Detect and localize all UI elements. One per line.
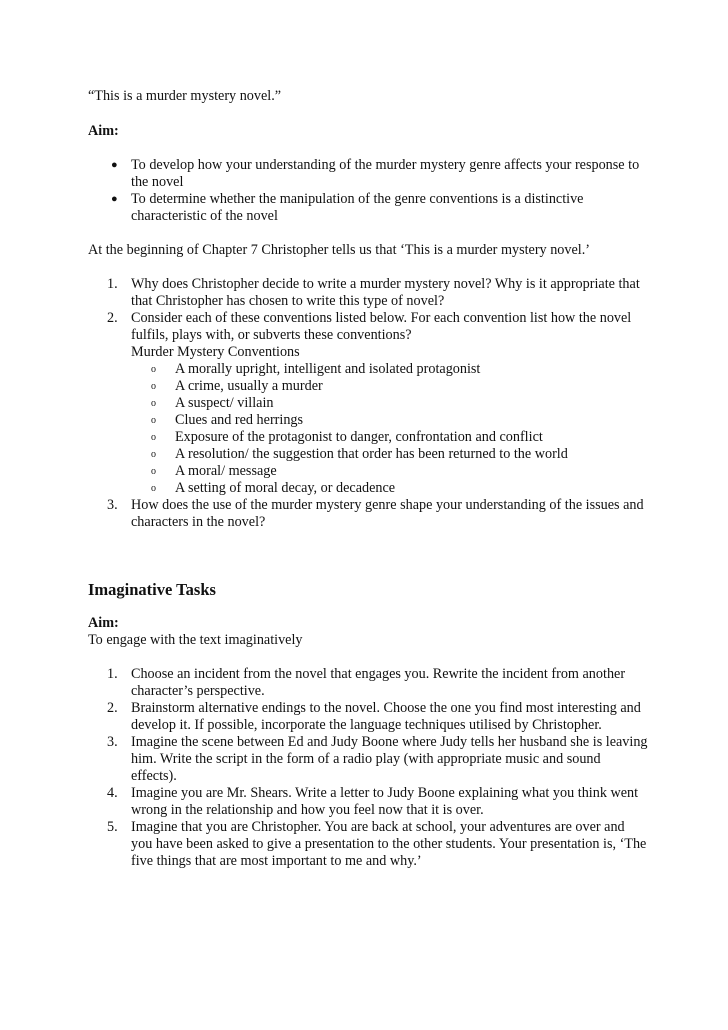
task-item	[88, 666, 648, 700]
imaginative-aim-text: To engage with the text imaginatively	[88, 632, 303, 648]
question-item	[88, 310, 648, 497]
aim-item	[88, 157, 648, 191]
task-number: 3.	[107, 734, 118, 750]
document-title: “This is a murder mystery novel.”	[88, 88, 282, 104]
conventions-label: Murder Mystery Conventions	[131, 344, 300, 360]
circle-bullet-icon: o	[151, 415, 156, 426]
question-text: Why does Christopher decide to write a murder mystery novel? Why is it appropriate that that Christopher has chosen to write this type of novel?	[131, 276, 640, 309]
circle-bullet-icon: o	[151, 381, 156, 392]
convention-text: A setting of moral decay, or decadence	[175, 480, 396, 496]
question-list	[88, 276, 648, 531]
convention-item	[131, 463, 648, 480]
task-text: Brainstorm alternative endings to the novel. Choose the one you find most interesting and develop it. If possible, incorporate the language techniques utilised by Christopher.	[131, 700, 641, 733]
task-number: 2.	[107, 700, 118, 716]
conventions-list	[131, 361, 648, 497]
question-item	[88, 276, 648, 310]
aim-list	[88, 157, 648, 225]
document-page	[88, 88, 648, 870]
task-text: Choose an incident from the novel that engages you. Rewrite the incident from another character’s perspective.	[131, 666, 626, 699]
convention-text: A suspect/ villain	[175, 395, 274, 411]
task-number: 1.	[107, 666, 118, 682]
bullet-icon: ●	[111, 193, 118, 205]
circle-bullet-icon: o	[151, 449, 156, 460]
intro-paragraph: At the beginning of Chapter 7 Christopher tells us that ‘This is a murder mystery novel.’	[88, 242, 590, 258]
question-number: 3.	[107, 497, 118, 513]
task-text: Imagine that you are Christopher. You are back at school, your adventures are over and you have been asked to give a presentation to the other students. Your presentation is, ‘The five things that are most important to me and why.’	[131, 819, 647, 869]
task-item	[88, 734, 648, 785]
aim-label: Aim:	[88, 123, 119, 139]
task-item	[88, 819, 648, 870]
convention-text: Exposure of the protagonist to danger, confrontation and conflict	[175, 429, 543, 445]
task-number: 5.	[107, 819, 118, 835]
circle-bullet-icon: o	[151, 466, 156, 477]
task-text: Imagine you are Mr. Shears. Write a letter to Judy Boone explaining what you think went wrong in the relationship and how you feel now that it is over.	[131, 785, 639, 818]
task-item	[88, 700, 648, 734]
convention-item	[131, 378, 648, 395]
convention-item	[131, 412, 648, 429]
question-item	[88, 497, 648, 531]
question-text: Consider each of these conventions listed below. For each convention list how the novel fulfils, plays with, or subverts these conventions?	[131, 310, 632, 343]
circle-bullet-icon: o	[151, 432, 156, 443]
convention-text: A moral/ message	[175, 463, 277, 479]
task-list	[88, 666, 648, 870]
aim-item	[88, 191, 648, 225]
section-heading: Imaginative Tasks	[88, 580, 216, 599]
convention-text: A morally upright, intelligent and isolated protagonist	[175, 361, 481, 377]
convention-item	[131, 361, 648, 378]
question-text: How does the use of the murder mystery genre shape your understanding of the issues and characters in the novel?	[131, 497, 644, 530]
imaginative-aim-label: Aim:	[88, 615, 119, 631]
convention-text: Clues and red herrings	[175, 412, 304, 428]
circle-bullet-icon: o	[151, 364, 156, 375]
convention-text: A resolution/ the suggestion that order has been returned to the world	[175, 446, 568, 462]
aim-item-text: To determine whether the manipulation of the genre conventions is a distinctive characteristic of the novel	[131, 191, 584, 224]
question-number: 2.	[107, 310, 118, 326]
circle-bullet-icon: o	[151, 398, 156, 409]
task-item	[88, 785, 648, 819]
convention-item	[131, 480, 648, 497]
convention-item	[131, 395, 648, 412]
aim-item-text: To develop how your understanding of the murder mystery genre affects your response to the novel	[131, 157, 640, 190]
convention-text: A crime, usually a murder	[175, 378, 323, 394]
convention-item	[131, 429, 648, 446]
task-number: 4.	[107, 785, 118, 801]
question-number: 1.	[107, 276, 118, 292]
bullet-icon: ●	[111, 159, 118, 171]
circle-bullet-icon: o	[151, 483, 156, 494]
task-text: Imagine the scene between Ed and Judy Boone where Judy tells her husband she is leaving him. Write the script in the form of a radio play (with appropriate music and sound effects).	[131, 734, 648, 784]
convention-item	[131, 446, 648, 463]
